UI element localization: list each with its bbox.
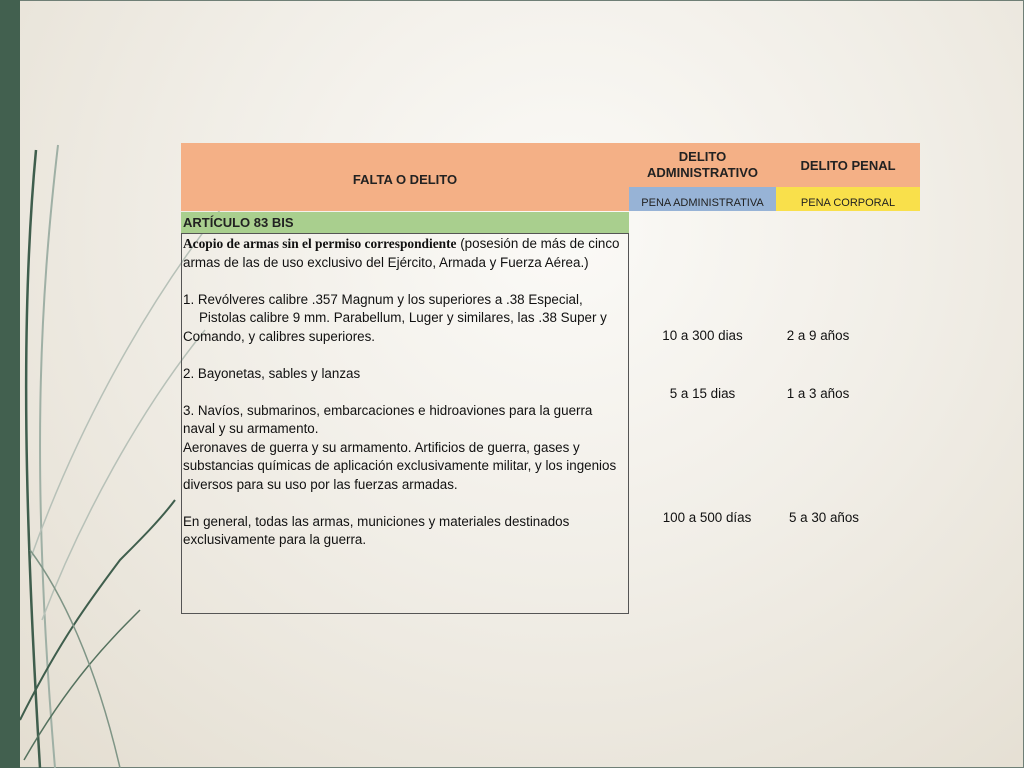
article-title: ARTÍCULO 83 BIS bbox=[181, 212, 629, 233]
row-2-penal: 1 a 3 años bbox=[786, 386, 850, 401]
lead-bold-text: Acopio de armas sin el permiso correspondiente bbox=[183, 236, 457, 251]
subheader-pena-administrativa: PENA ADMINISTRATIVA bbox=[629, 187, 776, 211]
item-3-line-b: Aeronaves de guerra y su armamento. Artificios de guerra, gases y substancias químicas de aplicación exclusivamente militar, y los ingenios diversos para su uso por las fuerzas armadas. bbox=[183, 439, 617, 492]
item-2: 2. Bayonetas, sables y lanzas bbox=[183, 365, 361, 381]
header-delito-administrativo: DELITO ADMINISTRATIVO bbox=[629, 143, 776, 187]
offense-description bbox=[181, 233, 629, 614]
item-1-line-b: Pistolas calibre 9 mm. Parabellum, Luger y similares, las .38 Super y Comando, y calibres superiores. bbox=[183, 310, 607, 344]
row-3-admin: 100 a 500 días bbox=[662, 510, 752, 525]
header-falta-o-delito: FALTA O DELITO bbox=[181, 143, 629, 211]
row-1-penal: 2 a 9 años bbox=[786, 328, 850, 343]
lead-rest-text: (posesión de más de cinco armas de las de uso exclusivo del Ejército, Armada y Fuerza Aérea.) bbox=[183, 236, 620, 270]
lead-paragraph bbox=[183, 235, 628, 272]
subheader-pena-corporal: PENA CORPORAL bbox=[776, 187, 920, 211]
item-3-line-c: En general, todas las armas, municiones y materiales destinados exclusivamente para la guerra. bbox=[183, 513, 570, 547]
row-1-admin: 10 a 300 dias bbox=[662, 328, 743, 343]
header-delito-penal: DELITO PENAL bbox=[776, 143, 920, 187]
row-3-penal: 5 a 30 años bbox=[789, 510, 859, 525]
item-3-line-a: 3. Navíos, submarinos, embarcaciones e hidroaviones para la guerra naval y su armamento. bbox=[183, 402, 593, 436]
row-2-admin: 5 a 15 dias bbox=[669, 386, 736, 401]
item-1-line-a: 1. Revólveres calibre .357 Magnum y los superiores a .38 Especial, bbox=[183, 291, 583, 307]
